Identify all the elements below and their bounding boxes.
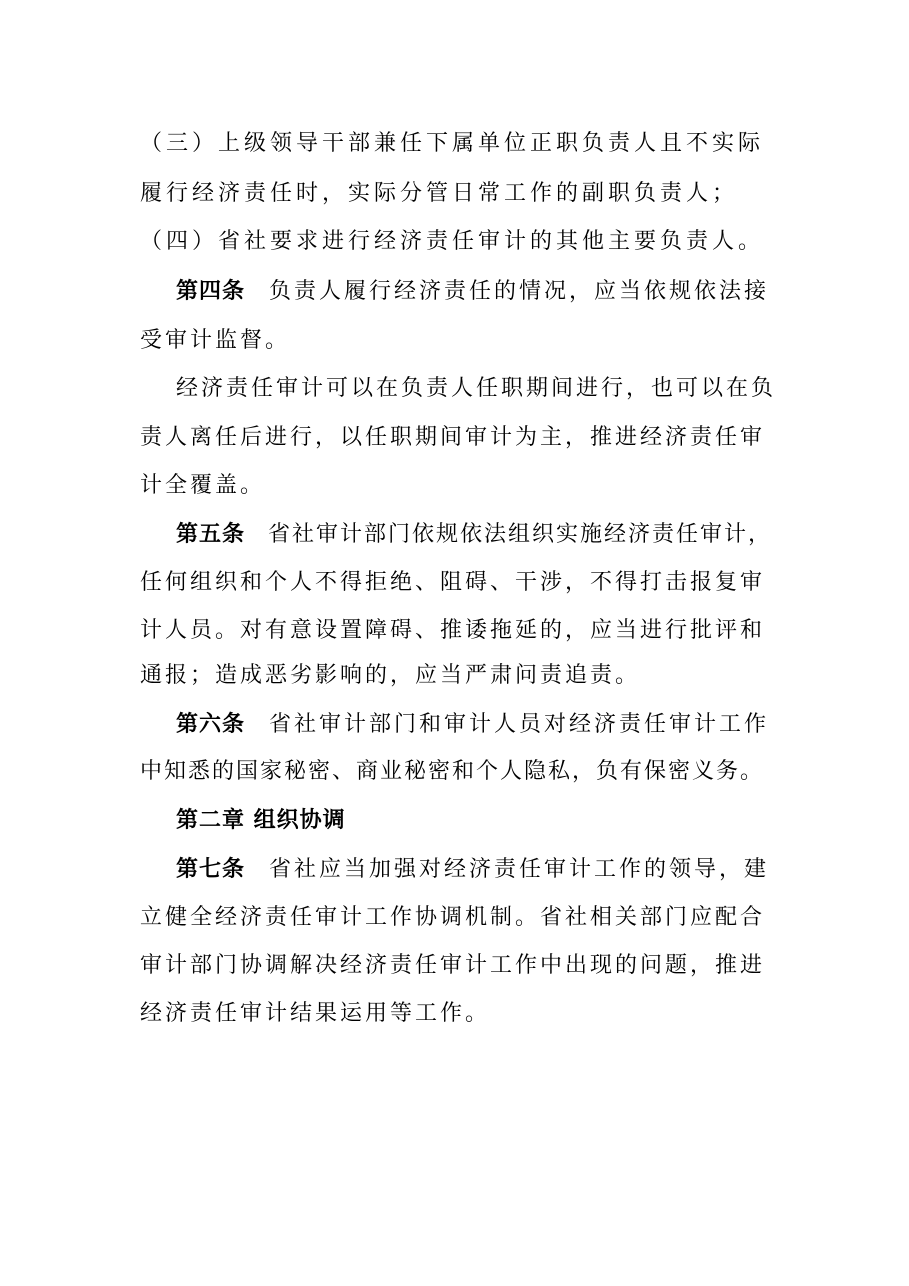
paragraph-line [176, 369, 780, 409]
line-text: 计全覆盖。 [140, 473, 266, 498]
line-text: 中知悉的国家秘密、商业秘密和个人隐私，负有保密义务。 [140, 759, 765, 784]
line-text: 立健全经济责任审计工作协调机制。省社相关部门应配合 [140, 905, 766, 930]
paragraph-line [140, 124, 780, 164]
paragraph-line [140, 321, 780, 361]
line-text: （四）省社要求进行经济责任审计的其他主要负责人。 [140, 229, 765, 254]
line-text: 省社审计部门和审计人员对经济责任审计工作 [269, 712, 770, 737]
paragraph-line [140, 563, 780, 603]
article-4-heading: 第四条 [176, 279, 246, 304]
paragraph-line [140, 898, 780, 938]
paragraph-line [140, 611, 780, 651]
paragraph-line [140, 994, 780, 1034]
line-text: 计人员。对有意设置障碍、推诿拖延的，应当进行批评和 [140, 618, 766, 643]
line-text: （三）上级领导干部兼任下属单位正职负责人且不实际 [140, 131, 765, 156]
article-6-line [176, 705, 780, 745]
line-text: 负责人履行经济责任的情况，应当依规依法接 [269, 279, 770, 304]
paragraph-line [140, 466, 780, 506]
line-text: 任何组织和个人不得拒绝、阻碍、干涉，不得打击报复审 [140, 570, 766, 595]
line-text: 省社应当加强对经济责任审计工作的领导，建 [269, 857, 770, 882]
article-7-line [176, 850, 780, 890]
paragraph-line [140, 418, 780, 458]
chapter-title: 第二章 组织协调 [176, 808, 346, 833]
paragraph-line [140, 222, 780, 262]
line-text: 审计部门协调解决经济责任审计工作中出现的问题，推进 [140, 953, 766, 978]
line-text: 受审计监督。 [140, 328, 291, 353]
line-text: 履行经济责任时，实际分管日常工作的副职负责人； [140, 181, 739, 206]
line-text: 经济责任审计结果运用等工作。 [140, 1001, 491, 1026]
chapter-heading [176, 801, 780, 841]
line-text: 通报；造成恶劣影响的，应当严肃问责追责。 [140, 663, 641, 688]
article-5-heading: 第五条 [176, 522, 246, 547]
article-5-line [176, 515, 780, 555]
line-text: 经济责任审计可以在负责人任职期间进行，也可以在负 [176, 376, 777, 401]
paragraph-line [140, 656, 780, 696]
paragraph-line [140, 946, 780, 986]
paragraph-line [140, 174, 780, 214]
paragraph-line [140, 752, 780, 792]
article-6-heading: 第六条 [176, 712, 246, 737]
line-text: 省社审计部门依规依法组织实施经济责任审计， [268, 522, 773, 547]
line-text: 责人离任后进行，以任职期间审计为主，推进经济责任审 [140, 425, 766, 450]
article-7-heading: 第七条 [176, 857, 246, 882]
article-4-line [176, 272, 780, 312]
